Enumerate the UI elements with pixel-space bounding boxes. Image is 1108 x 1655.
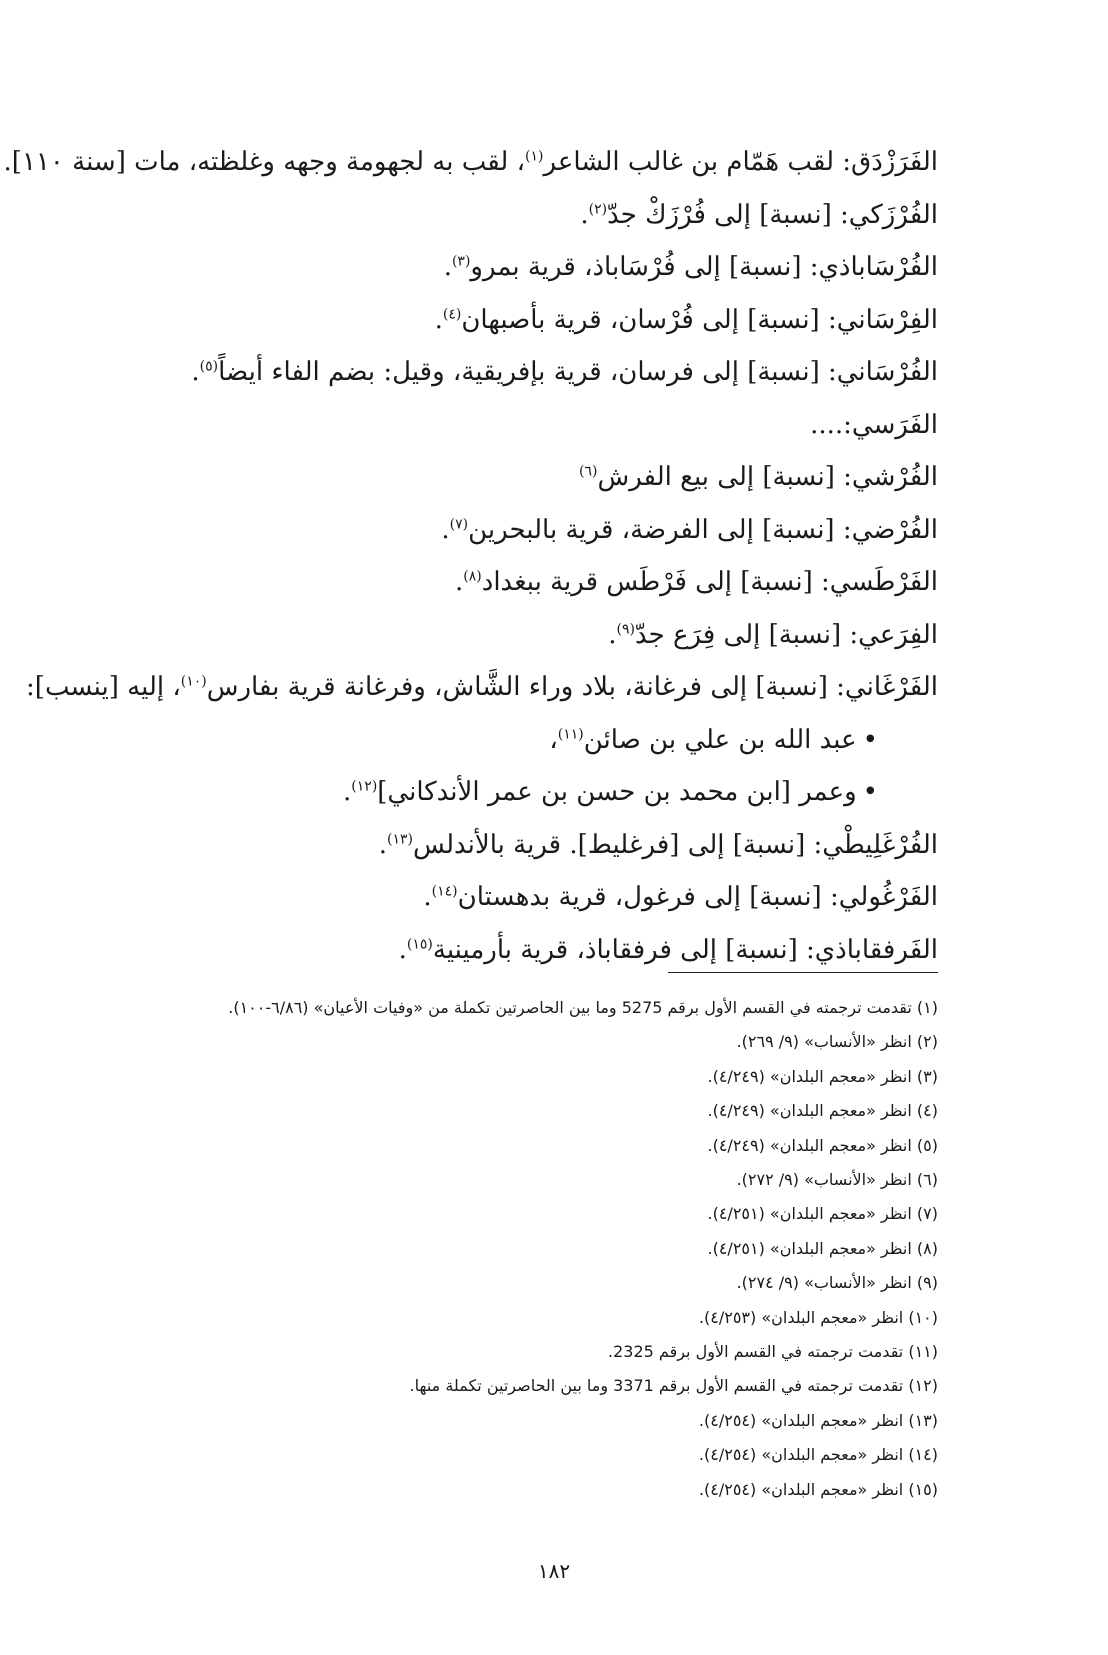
- footnotes: [150, 991, 938, 1507]
- entry-line: الفِرْسَاني: [نسبة] إلى فُرْسان، قرية بأصبهان$^{(٤)}$.: [434, 304, 938, 335]
- entry-line: الفِرَعي: [نسبة] إلى فِرَع جدّ$^{(٩)}$.: [608, 619, 938, 650]
- footnote: (١٣) انظر «معجم البلدان» (٤/٢٥٤).: [698, 1410, 938, 1430]
- page-number: ١٨٢: [537, 1559, 571, 1583]
- entry-line: الفَرْغُولي: [نسبة] إلى فرغول، قرية بدهستان$^{(١٤)}$.: [423, 882, 938, 912]
- footnote: (١٤) انظر «معجم البلدان» (٤/٢٥٤).: [698, 1445, 938, 1465]
- entry-line: الفُرْضي: [نسبة] إلى الفرضة، قرية بالبحرين$^{(٧)}$.: [441, 514, 938, 545]
- footnote: (٦) انظر «الأنساب» (٩/ ٢٧٢).: [736, 1170, 938, 1190]
- entry-line: الفُرْسَاباذي: [نسبة] إلى فُرْسَاباذ، قرية بمرو$^{(٣)}$.: [443, 252, 938, 282]
- entry-line: الفُرْغَلِيطْي: [نسبة] إلى [فرغليط]. قرية بالأندلس$^{(١٣)}$.: [378, 829, 938, 860]
- bullet-entry-line: • عبد الله بن علي بن صائن$^{(١١)}$،: [150, 714, 938, 767]
- footnote: (١٠) انظر «معجم البلدان» (٤/٢٥٣).: [698, 1307, 938, 1327]
- footnote: (١) تقدمت ترجمته في القسم الأول برقم 5275 وما بين الحاصرتين تكملة من «وفيات الأعيان» (٦/٨٦-١٠٠).: [228, 998, 938, 1017]
- footnote-separator: [668, 972, 938, 973]
- footnote: (٤) انظر «معجم البلدان» (٤/٢٤٩).: [707, 1101, 938, 1121]
- footnote: (٧) انظر «معجم البلدان» (٤/٢٥١).: [707, 1204, 938, 1224]
- main-text: [3, 136, 938, 976]
- entry-line: الفَرفقاباذي: [نسبة] إلى فرفقاباذ، قرية بأرمينية$^{(١٥)}$.: [398, 934, 938, 965]
- footnote: (٥) انظر «معجم البلدان» (٤/٢٤٩).: [707, 1135, 938, 1155]
- entry-line: الفُرْزَكي: [نسبة] إلى فُرْزَكْ جدّ$^{(٢)}$.: [580, 199, 938, 230]
- footnote: (٢) انظر «الأنساب» (٩/ ٢٦٩).: [736, 1032, 938, 1052]
- footnote: (٩) انظر «الأنساب» (٩/ ٢٧٤).: [736, 1273, 938, 1293]
- entry-line: الفُرْشي: [نسبة] إلى بيع الفرش$^{(٦)}$: [578, 462, 938, 492]
- footnote: (١٢) تقدمت ترجمته في القسم الأول برقم 3371 وما بين الحاصرتين تكملة منها.: [409, 1376, 938, 1396]
- entry-line: الفَرْغَاني: [نسبة] إلى فرغانة، بلاد وراء الشَّاش، وفرغانة قرية بفارس$^{(١٠)}$، إليه [ينسب]:: [26, 672, 938, 702]
- footnote: (٨) انظر «معجم البلدان» (٤/٢٥١).: [707, 1238, 938, 1258]
- entry-line: الفَرَسي:....: [810, 409, 938, 440]
- footnote: (١٥) انظر «معجم البلدان» (٤/٢٥٤).: [698, 1479, 938, 1499]
- entry-line: الفَرْطَسي: [نسبة] إلى فَرْطَس قرية ببغداد$^{(٨)}$.: [455, 567, 938, 597]
- footnote: (١١) تقدمت ترجمته في القسم الأول برقم 2325.: [608, 1342, 938, 1362]
- bullet-entry-line: • وعمر [ابن محمد بن حسن بن عمر الأندكاني]$^{(١٢)}$.: [150, 766, 938, 819]
- footnote: (٣) انظر «معجم البلدان» (٤/٢٤٩).: [707, 1066, 938, 1086]
- entry-line: الفَرَزْدَق: لقب هَمّام بن غالب الشاعر$^{(١)}$، لقب به لجهومة وجهه وغلظته، مات [سنة ١١٠].: [3, 147, 938, 177]
- entry-line: الفُرْسَاني: [نسبة] إلى فرسان، قرية بإفريقية، وقيل: بضم الفاء أيضاً$^{(٥)}$.: [191, 357, 938, 387]
